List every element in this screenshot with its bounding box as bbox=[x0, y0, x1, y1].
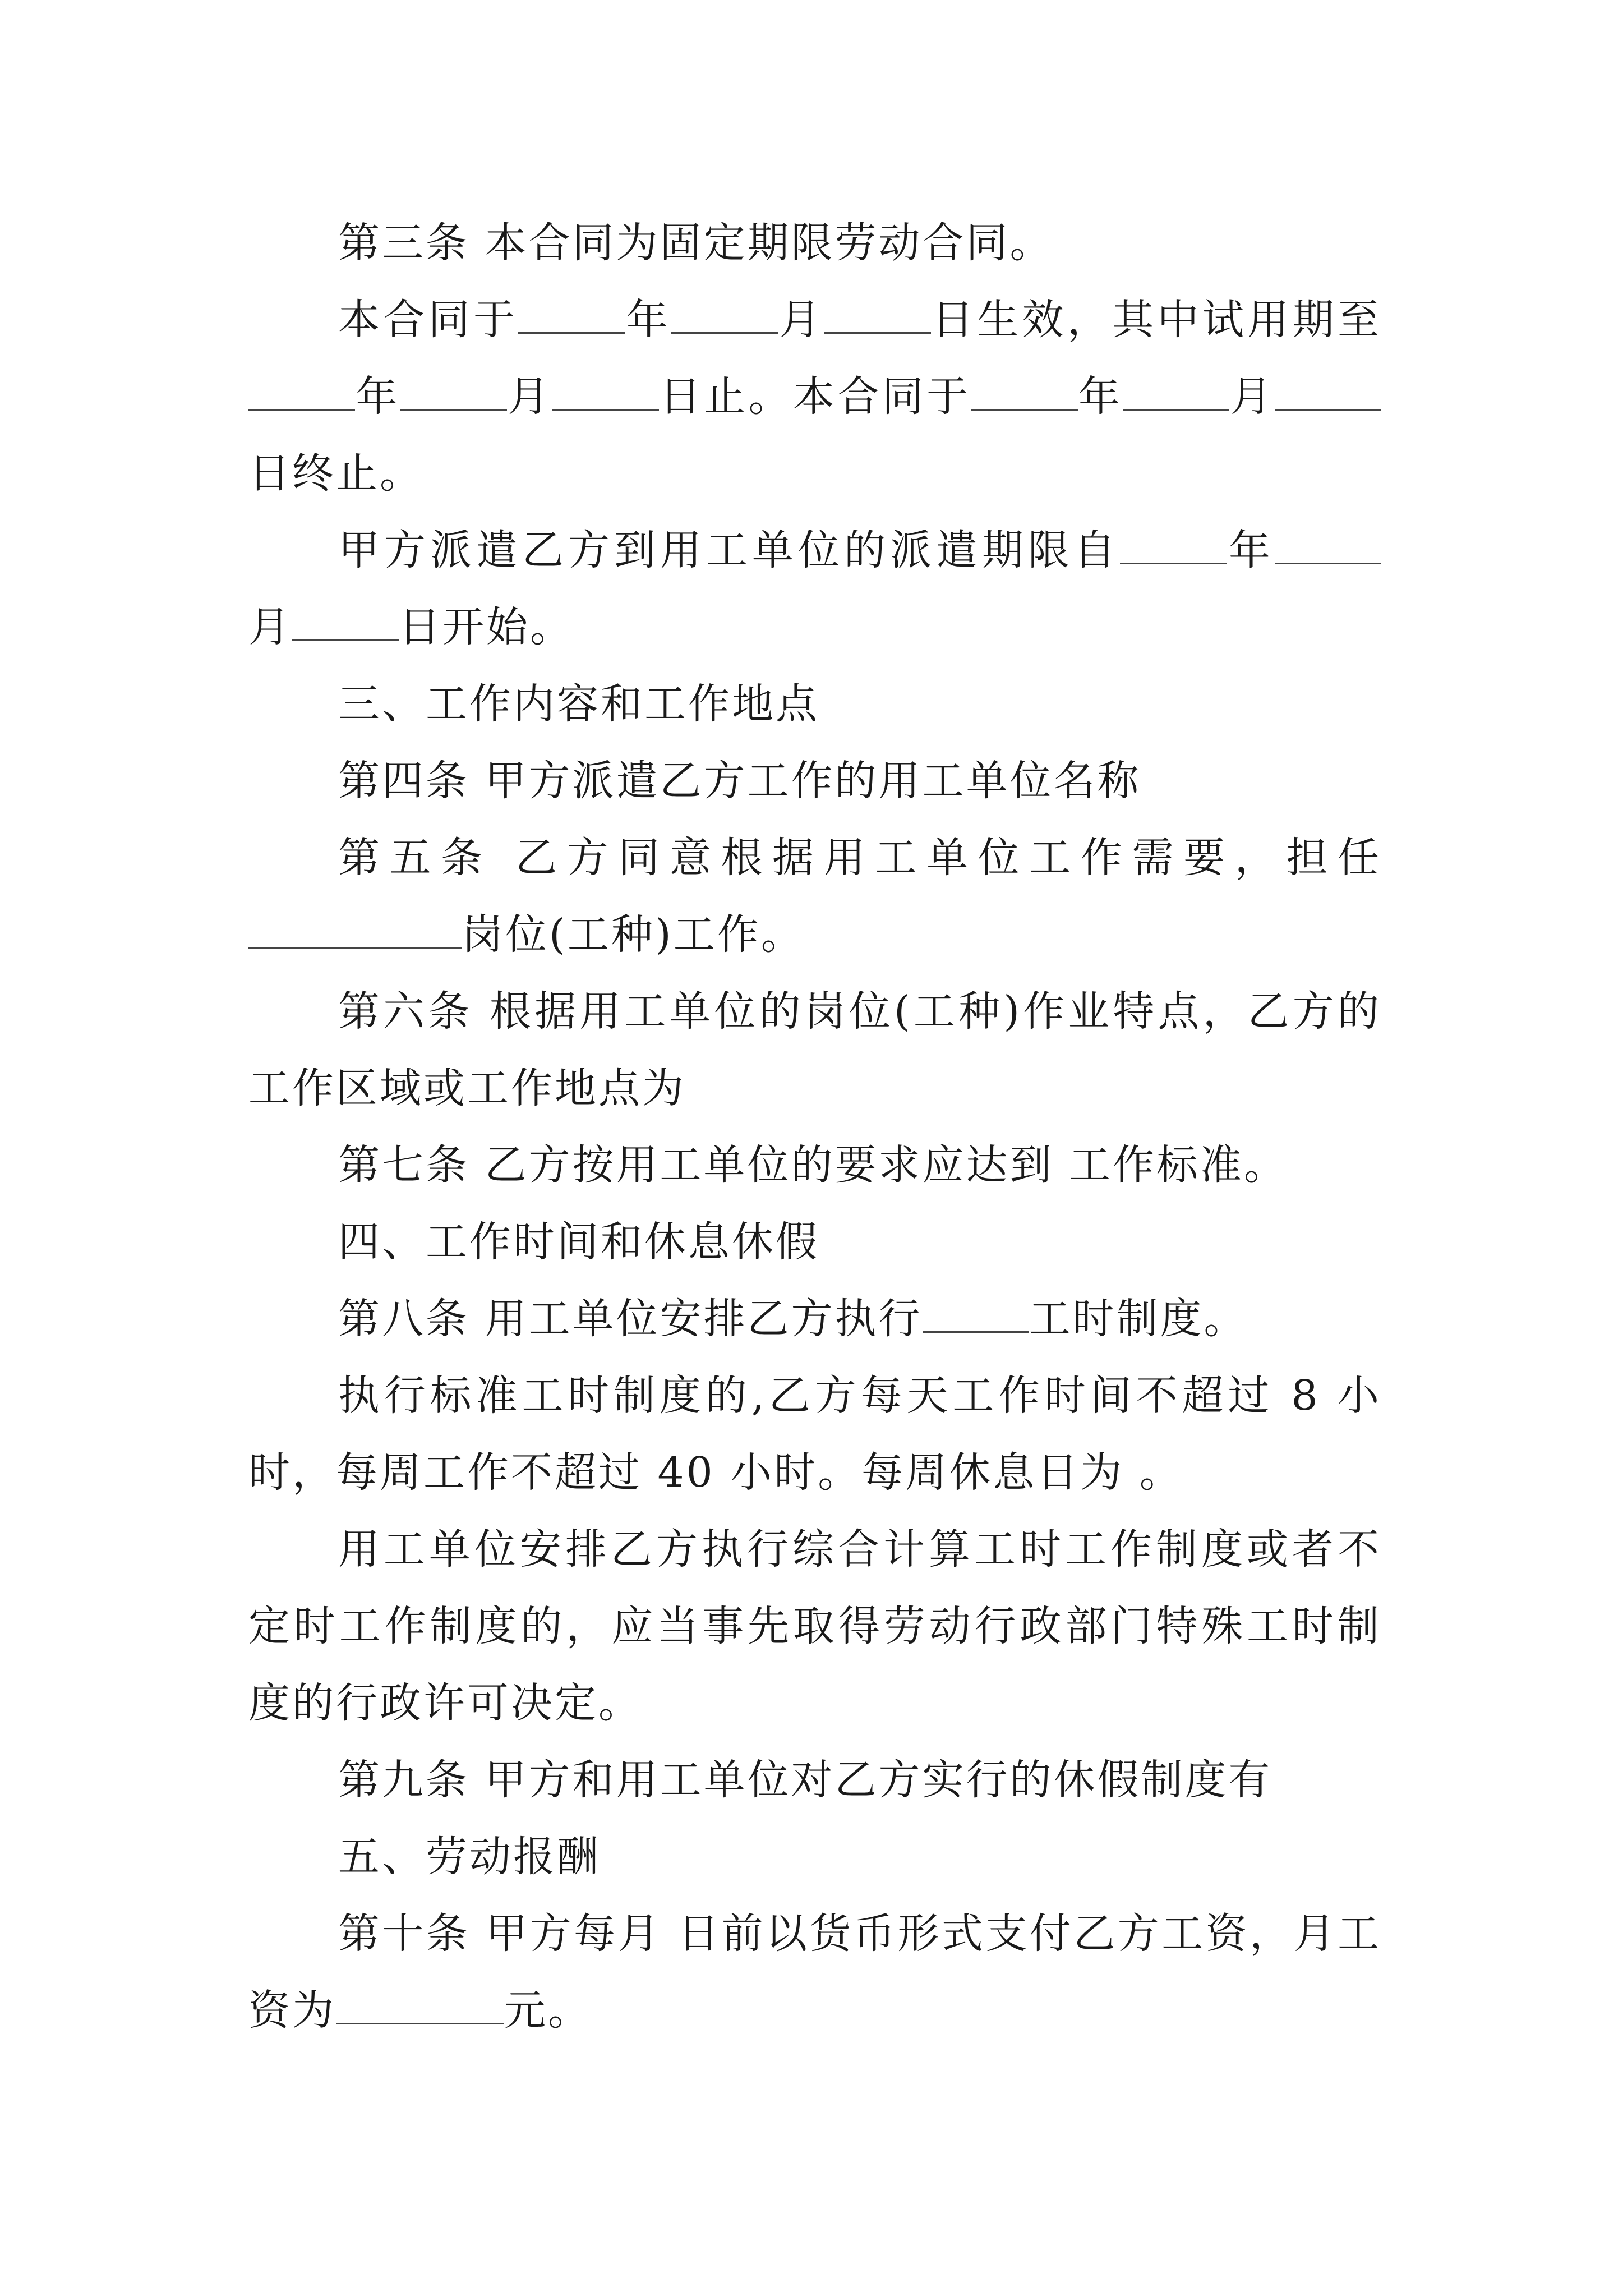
section-5-heading bbox=[248, 1819, 1381, 1895]
text-segment: 第十条 甲方每月 日前以货币形式支付乙方工资，月工资为 bbox=[248, 1910, 1381, 2035]
blank-field bbox=[400, 370, 507, 411]
dispatch-term-paragraph bbox=[248, 512, 1381, 666]
blank-field bbox=[292, 600, 399, 641]
special-hours-text: 用工单位安排乙方执行综合计算工时工作制度或者不定时工作制度的，应当事先取得劳动行政部门特殊工时制度的行政许可决定。 bbox=[248, 1525, 1381, 1727]
blank-field bbox=[1275, 523, 1381, 564]
text-segment: 本合同于 bbox=[338, 296, 519, 344]
blank-field bbox=[1275, 370, 1381, 411]
standard-hours-text: 执行标准工时制度的,乙方每天工作时间不超过 8 小时，每周工作不超过 40 小时。每周休息日为 。 bbox=[248, 1372, 1381, 1497]
blank-field bbox=[518, 293, 625, 334]
text-segment: 元。 bbox=[504, 1986, 592, 2035]
blank-field bbox=[552, 370, 659, 411]
article-5 bbox=[248, 820, 1381, 973]
text-segment: 年 bbox=[1227, 526, 1275, 574]
blank-field bbox=[971, 370, 1078, 411]
article-4-text: 第四条 甲方派遣乙方工作的用工单位名称 bbox=[338, 757, 1141, 805]
article-9-text: 第九条 甲方和用工单位对乙方实行的休假制度有 bbox=[338, 1756, 1272, 1804]
section-heading: 五、劳动报酬 bbox=[338, 1833, 601, 1881]
text-segment: 岗位(工种)工作。 bbox=[462, 910, 805, 959]
blank-field bbox=[336, 1984, 504, 2024]
section-3-heading bbox=[248, 666, 1381, 743]
text-segment: 日止。本合同于 bbox=[658, 372, 971, 421]
text-segment: 月 bbox=[506, 372, 552, 421]
blank-field bbox=[1123, 370, 1229, 411]
text-segment: 月 bbox=[1229, 372, 1275, 421]
article-10 bbox=[248, 1895, 1381, 2049]
blank-field bbox=[824, 293, 931, 334]
section-heading: 三、工作内容和工作地点 bbox=[338, 680, 819, 728]
blank-field bbox=[923, 1292, 1029, 1333]
text-segment: 工时制度。 bbox=[1029, 1295, 1248, 1343]
text-segment: 第八条 用工单位安排乙方执行 bbox=[338, 1295, 923, 1343]
article-4 bbox=[248, 743, 1381, 820]
text-segment: 月 bbox=[778, 296, 824, 344]
article-8 bbox=[248, 1281, 1381, 1358]
article-7 bbox=[248, 1127, 1381, 1204]
article-3-text: 第三条 本合同为固定期限劳动合同。 bbox=[338, 219, 1054, 267]
article-6 bbox=[248, 973, 1381, 1127]
contract-term-paragraph bbox=[248, 282, 1381, 512]
article-7-text: 第七条 乙方按用工单位的要求应达到 工作标准。 bbox=[338, 1141, 1288, 1189]
text-segment: 甲方派遣乙方到用工单位的派遣期限自 bbox=[338, 526, 1120, 574]
article-9 bbox=[248, 1742, 1381, 1819]
blank-field bbox=[1120, 523, 1227, 564]
blank-field bbox=[248, 908, 462, 949]
blank-field bbox=[248, 370, 355, 411]
text-segment: 第五条 乙方同意根据用工单位工作需要，担任 bbox=[338, 834, 1381, 882]
section-heading: 四、工作时间和休息休假 bbox=[338, 1218, 819, 1266]
special-hours-paragraph bbox=[248, 1511, 1381, 1742]
text-segment: 日生效，其中试用期至 bbox=[930, 296, 1382, 344]
section-4-heading bbox=[248, 1204, 1381, 1281]
text-segment: 日终止。 bbox=[248, 449, 423, 498]
text-segment: 年 bbox=[1077, 372, 1123, 421]
text-segment: 年 bbox=[625, 296, 672, 344]
blank-field bbox=[671, 293, 778, 334]
text-segment: 日开始。 bbox=[399, 603, 574, 651]
text-segment: 月 bbox=[248, 603, 292, 651]
article-3 bbox=[248, 205, 1381, 282]
document-body bbox=[248, 205, 1381, 2049]
standard-hours-paragraph bbox=[248, 1358, 1381, 1511]
text-segment: 年 bbox=[355, 372, 400, 421]
article-6-text: 第六条 根据用工单位的岗位(工种)作业特点，乙方的工作区域或工作地点为 bbox=[248, 987, 1381, 1112]
